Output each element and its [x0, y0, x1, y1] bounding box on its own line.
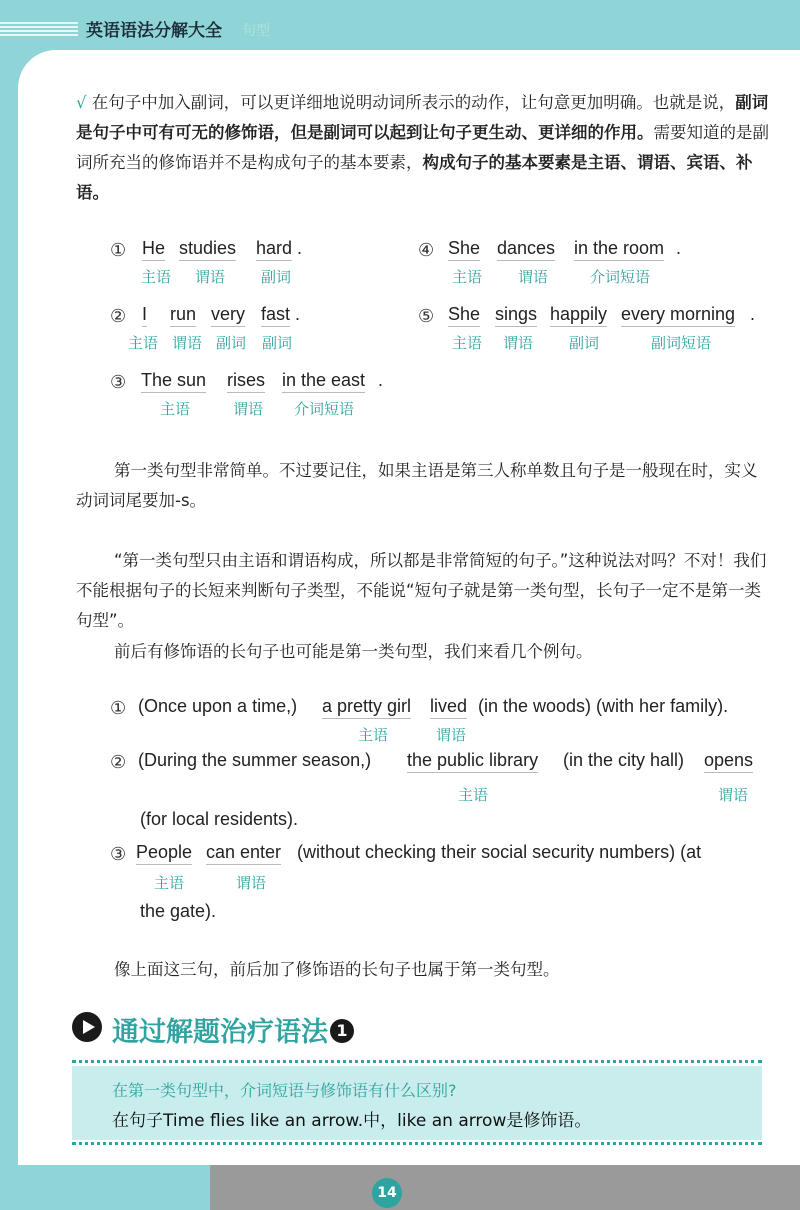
label-adverb: 副词 — [262, 334, 293, 352]
period: . — [750, 304, 756, 324]
word-verb: opens — [704, 750, 753, 773]
dotted-divider — [72, 1060, 762, 1063]
label-verb: 谓语 — [172, 334, 203, 352]
word-subject: He — [142, 238, 165, 261]
modifier: (for local residents). — [140, 809, 299, 829]
label-adverb: 副词 — [261, 268, 292, 286]
word-subject: She — [448, 304, 480, 327]
label-verb: 谓语 — [195, 268, 226, 286]
label-subject: 主语 — [160, 400, 191, 418]
word-subject: the public library — [407, 750, 538, 773]
example-number: ⑤ — [418, 306, 435, 327]
book-title: 英语语法分解大全 — [86, 21, 222, 41]
label-subject: 主语 — [141, 268, 172, 286]
qa-question: 在第一类句型中，介词短语与修饰语有什么区别? — [112, 1081, 457, 1100]
label-phrase: 副词短语 — [651, 334, 712, 352]
label-verb: 谓语 — [233, 400, 264, 418]
header-ghost-text: 句型 — [242, 23, 270, 39]
label-subject: 主语 — [458, 786, 489, 804]
word-phrase: in the east — [282, 370, 365, 393]
example-number: ③ — [110, 844, 127, 865]
period: . — [378, 370, 384, 390]
example-number: ③ — [110, 372, 127, 393]
period: . — [676, 238, 682, 258]
word-adverb: fast — [261, 304, 290, 327]
word-subject: I — [142, 304, 147, 327]
example-number: ① — [110, 698, 127, 719]
intro-text-1: 在句子中加入副词，可以更详细地说明动词所表示的动作，让句意更加明确。也就是说， — [86, 93, 736, 112]
modifier: (without checking their social security numbers) (at — [297, 842, 702, 862]
modifier: (in the woods) (with her family). — [478, 696, 729, 716]
example-number: ② — [110, 306, 127, 327]
label-subject: 主语 — [452, 334, 483, 352]
word-subject: a pretty girl — [322, 696, 411, 719]
modifier: (Once upon a time,) — [138, 696, 298, 716]
word-verb: rises — [227, 370, 265, 393]
intro-text-2: 需要知道的是副词所充当的修饰语并不是构成句子的基本要素， — [76, 123, 769, 172]
intro-bold-2: 构成句子的基本要素是主语、谓语、宾语、补语。 — [76, 153, 753, 202]
intro-paragraph — [76, 88, 772, 208]
label-subject: 主语 — [128, 334, 159, 352]
word-verb: dances — [497, 238, 555, 261]
qa-answer: 在句子Time flies like an arrow.中，like an arrow是修饰语。 — [112, 1111, 592, 1131]
word-subject: The sun — [141, 370, 206, 393]
label-adverb: 副词 — [569, 334, 600, 352]
word-adverb: hard — [256, 238, 292, 261]
summary-paragraph: 像上面这三句，前后加了修饰语的长句子也属于第一类句型。 — [114, 960, 560, 979]
long-sentence-intro: 前后有修饰语的长句子也可能是第一类句型，我们来看几个例句。 — [114, 642, 593, 661]
section-title-text: 通过解题治疗语法 — [112, 1017, 328, 1048]
example-number: ② — [110, 752, 127, 773]
modifier: the gate). — [140, 901, 217, 921]
page-number: 14 — [372, 1178, 402, 1208]
question-paragraph: “第一类句型只由主语和谓语构成，所以都是非常简短的句子。”这种说法对吗？不对！我们不能根据句子的长短来判断句子类型，不能说“短句子就是第一类句型，长句子一定不是第一类句型”。 — [76, 551, 767, 630]
label-verb: 谓语 — [518, 268, 549, 286]
dotted-divider — [72, 1142, 762, 1145]
word-verb: studies — [179, 238, 236, 261]
section-number-badge: 1 — [330, 1019, 354, 1043]
word-phrase: in the room — [574, 238, 664, 261]
label-adverb: 副词 — [216, 334, 247, 352]
example-number: ④ — [418, 240, 435, 261]
word-subject: People — [136, 842, 192, 865]
label-phrase: 介词短语 — [590, 268, 651, 286]
label-phrase: 介词短语 — [294, 400, 355, 418]
word-adverb: very — [211, 304, 245, 327]
label-verb: 谓语 — [718, 786, 749, 804]
label-verb: 谓语 — [236, 874, 267, 892]
header-stripes — [0, 22, 78, 38]
label-verb: 谓语 — [503, 334, 534, 352]
check-icon: √ — [76, 93, 87, 112]
word-verb: run — [170, 304, 196, 327]
word-phrase: every morning — [621, 304, 735, 327]
third-person-paragraph: 第一类句型非常简单。不过要记住，如果主语是第三人称单数且句子是一般现在时，实义动词词尾要加-s。 — [76, 461, 758, 510]
modifier: (in the city hall) — [563, 750, 685, 770]
play-icon — [72, 1012, 102, 1042]
period: . — [295, 304, 301, 324]
word-verb: sings — [495, 304, 537, 327]
section-title — [112, 1010, 354, 1049]
modifier: (During the summer season,) — [138, 750, 372, 770]
word-adverb: happily — [550, 304, 607, 327]
label-verb: 谓语 — [436, 726, 467, 744]
label-subject: 主语 — [154, 874, 185, 892]
label-subject: 主语 — [358, 726, 389, 744]
intro-bold-1: 副词是句子中可有可无的修饰语，但是副词可以起到让句子更生动、更详细的作用。 — [76, 93, 769, 142]
word-subject: She — [448, 238, 480, 261]
word-verb: can enter — [206, 842, 281, 865]
label-subject: 主语 — [452, 268, 483, 286]
example-number: ① — [110, 240, 127, 261]
period: . — [297, 238, 303, 258]
word-verb: lived — [430, 696, 467, 719]
footer-accent — [0, 1165, 210, 1210]
